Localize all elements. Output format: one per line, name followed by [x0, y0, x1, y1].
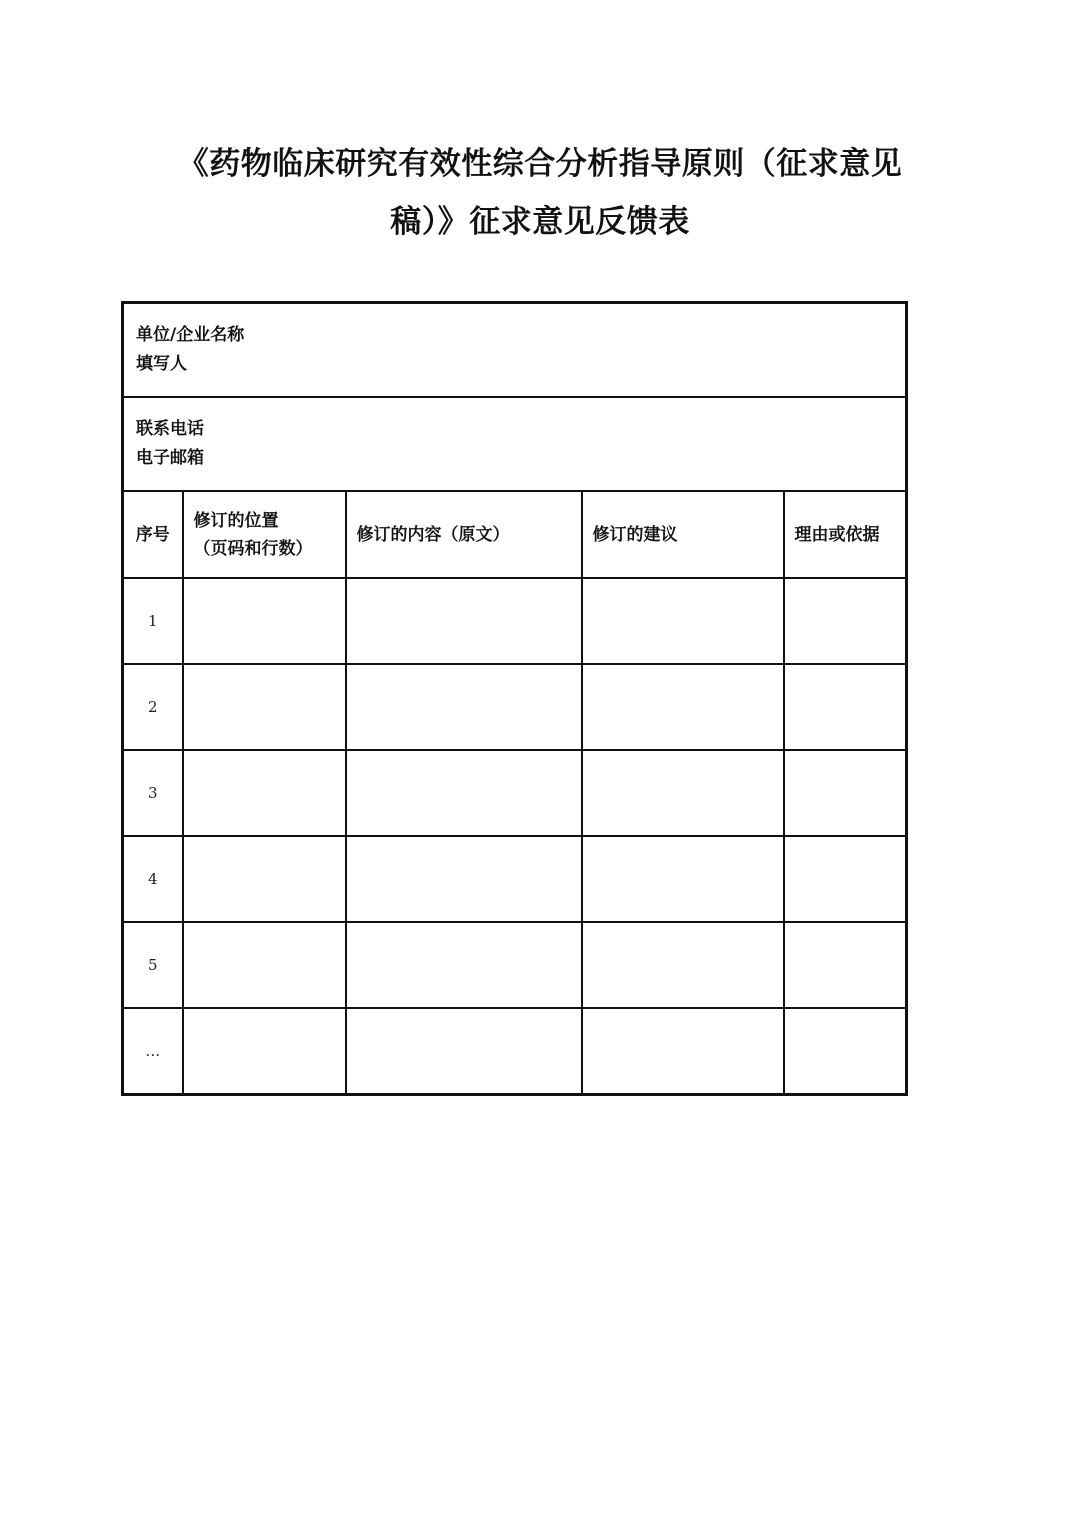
header-row [123, 491, 907, 578]
table-row [123, 922, 907, 1008]
info-row-contact [123, 397, 907, 491]
row-seq: 3 [123, 750, 183, 836]
reason-cell[interactable] [784, 578, 907, 664]
row-seq: 5 [123, 922, 183, 1008]
suggestion-cell[interactable] [582, 922, 784, 1008]
row-seq: 4 [123, 836, 183, 922]
organization-label: 单位/企业名称 [136, 325, 245, 345]
reason-cell[interactable] [784, 1008, 907, 1095]
contact-cell[interactable] [123, 397, 907, 491]
original-cell[interactable] [346, 750, 582, 836]
position-cell[interactable] [183, 922, 346, 1008]
row-seq: 1 [123, 578, 183, 664]
email-label: 电子邮箱 [136, 448, 204, 468]
suggestion-cell[interactable] [582, 664, 784, 750]
reason-cell[interactable] [784, 664, 907, 750]
suggestion-cell[interactable] [582, 578, 784, 664]
table-row [123, 1008, 907, 1095]
header-suggestion: 修订的建议 [582, 491, 784, 578]
info-row-organization [123, 303, 907, 398]
form-title-line-2: 稿）》征求意见反馈表 [390, 204, 690, 240]
header-position [183, 491, 346, 578]
reason-cell[interactable] [784, 750, 907, 836]
reason-cell[interactable] [784, 922, 907, 1008]
suggestion-cell[interactable] [582, 836, 784, 922]
suggestion-cell[interactable] [582, 750, 784, 836]
filler-label: 填写人 [136, 354, 187, 374]
position-cell[interactable] [183, 578, 346, 664]
header-reason: 理由或依据 [784, 491, 907, 578]
header-position-line-2: （页码和行数） [193, 538, 313, 559]
table-row [123, 578, 907, 664]
position-cell[interactable] [183, 1008, 346, 1095]
table-row [123, 664, 907, 750]
header-original: 修订的内容（原文） [346, 491, 582, 578]
row-seq: … [123, 1008, 183, 1095]
position-cell[interactable] [183, 750, 346, 836]
original-cell[interactable] [346, 664, 582, 750]
row-seq: 2 [123, 664, 183, 750]
phone-label: 联系电话 [136, 419, 204, 439]
position-cell[interactable] [183, 836, 346, 922]
header-seq: 序号 [123, 491, 183, 578]
original-cell[interactable] [346, 1008, 582, 1095]
form-title-line-1: 《药物临床研究有效性综合分析指导原则（征求意见 [177, 146, 903, 182]
reason-cell[interactable] [784, 836, 907, 922]
suggestion-cell[interactable] [582, 1008, 784, 1095]
original-cell[interactable] [346, 922, 582, 1008]
organization-cell[interactable] [123, 303, 907, 398]
position-cell[interactable] [183, 664, 346, 750]
original-cell[interactable] [346, 578, 582, 664]
table-row [123, 750, 907, 836]
form-title [150, 135, 930, 251]
header-position-line-1: 修订的位置 [193, 510, 279, 531]
feedback-table [121, 301, 908, 1096]
table-row [123, 836, 907, 922]
original-cell[interactable] [346, 836, 582, 922]
